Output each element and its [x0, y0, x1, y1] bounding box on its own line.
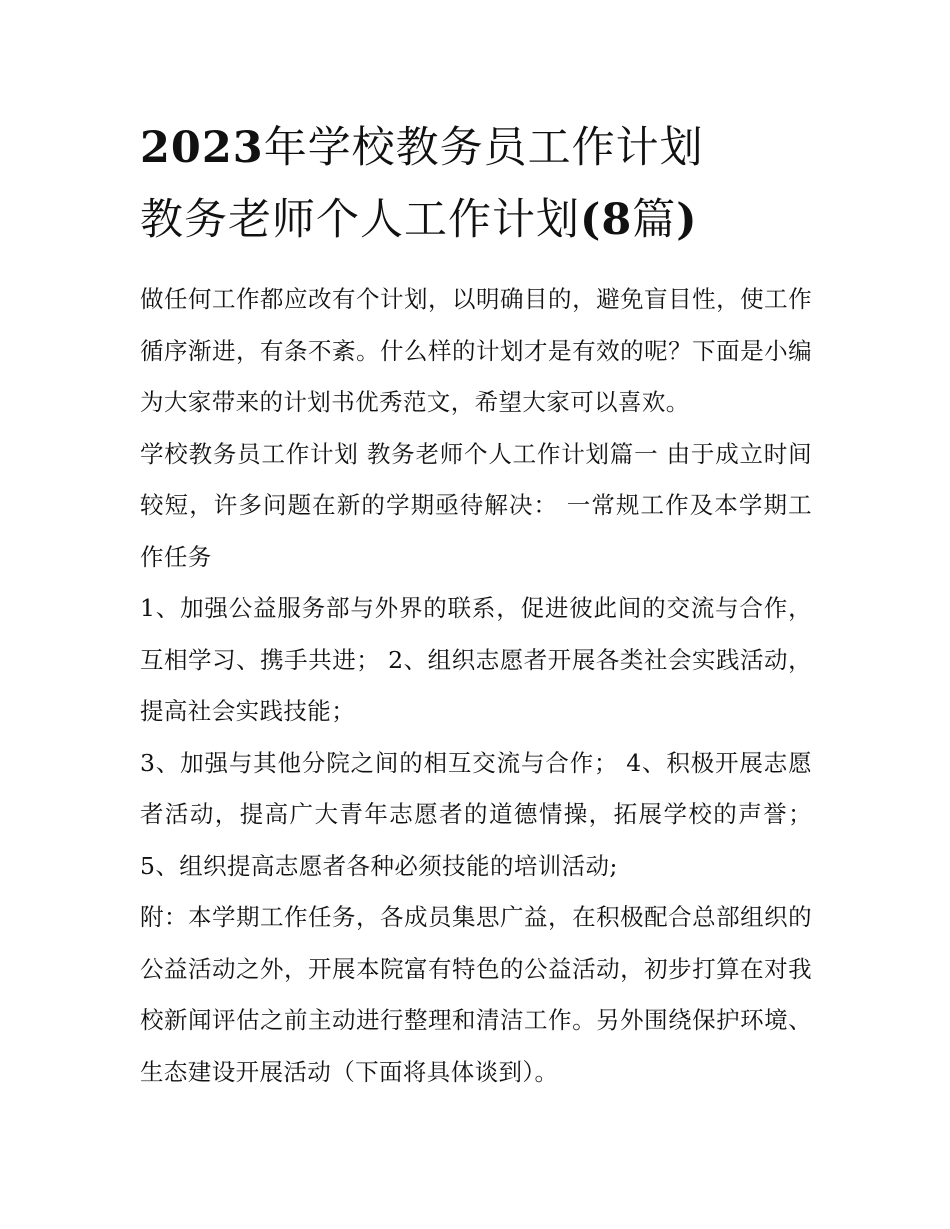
- paragraph-items-1-2: 1、加强公益服务部与外界的联系，促进彼此间的交流与合作，互相学习、携手共进； 2、组织志愿者开展各类社会实践活动，提高社会实践技能；: [140, 594, 812, 725]
- title-year: 2023: [140, 123, 264, 173]
- paragraph-items-3-5: 3、加强与其他分院之间的相互交流与合作； 4、积极开展志愿者活动，提高广大青年志愿者的道德情操，拓展学校的声誉； 5、组织提高志愿者各种必须技能的培训活动;: [140, 748, 812, 880]
- title-line-1-text: 年学校教务员工作计划: [263, 123, 704, 173]
- paragraph-plan-overview: 学校教务员工作计划 教务老师个人工作计划篇一 由于成立时间较短，许多问题在新的学期亟待解决： 一常规工作及本学期工作任务: [140, 439, 812, 571]
- paragraph-intro: 做任何工作都应改有个计划，以明确目的，避免盲目性，使工作循序渐进，有条不紊。什么样的计划才是有效的呢？下面是小编为大家带来的计划书优秀范文，希望大家可以喜欢。: [140, 285, 812, 416]
- title-line-2-text: 教务老师个人工作计划: [140, 195, 580, 245]
- document-title: [140, 112, 812, 256]
- title-count-close: ): [676, 195, 698, 245]
- paragraph-appendix: 附：本学期工作任务，各成员集思广益，在积极配合总部组织的公益活动之外，开展本院富有特色的公益活动，初步打算在对我校新闻评估之前主动进行整理和清洁工作。另外围绕保护环境、生态建设开展活动（下面将具体谈到）。: [140, 903, 812, 1086]
- title-line-2: [140, 184, 812, 256]
- title-line-1: [140, 112, 812, 184]
- title-count-unit: 篇: [632, 195, 677, 245]
- document-page: [140, 112, 812, 1098]
- title-count-open: (8: [580, 195, 633, 245]
